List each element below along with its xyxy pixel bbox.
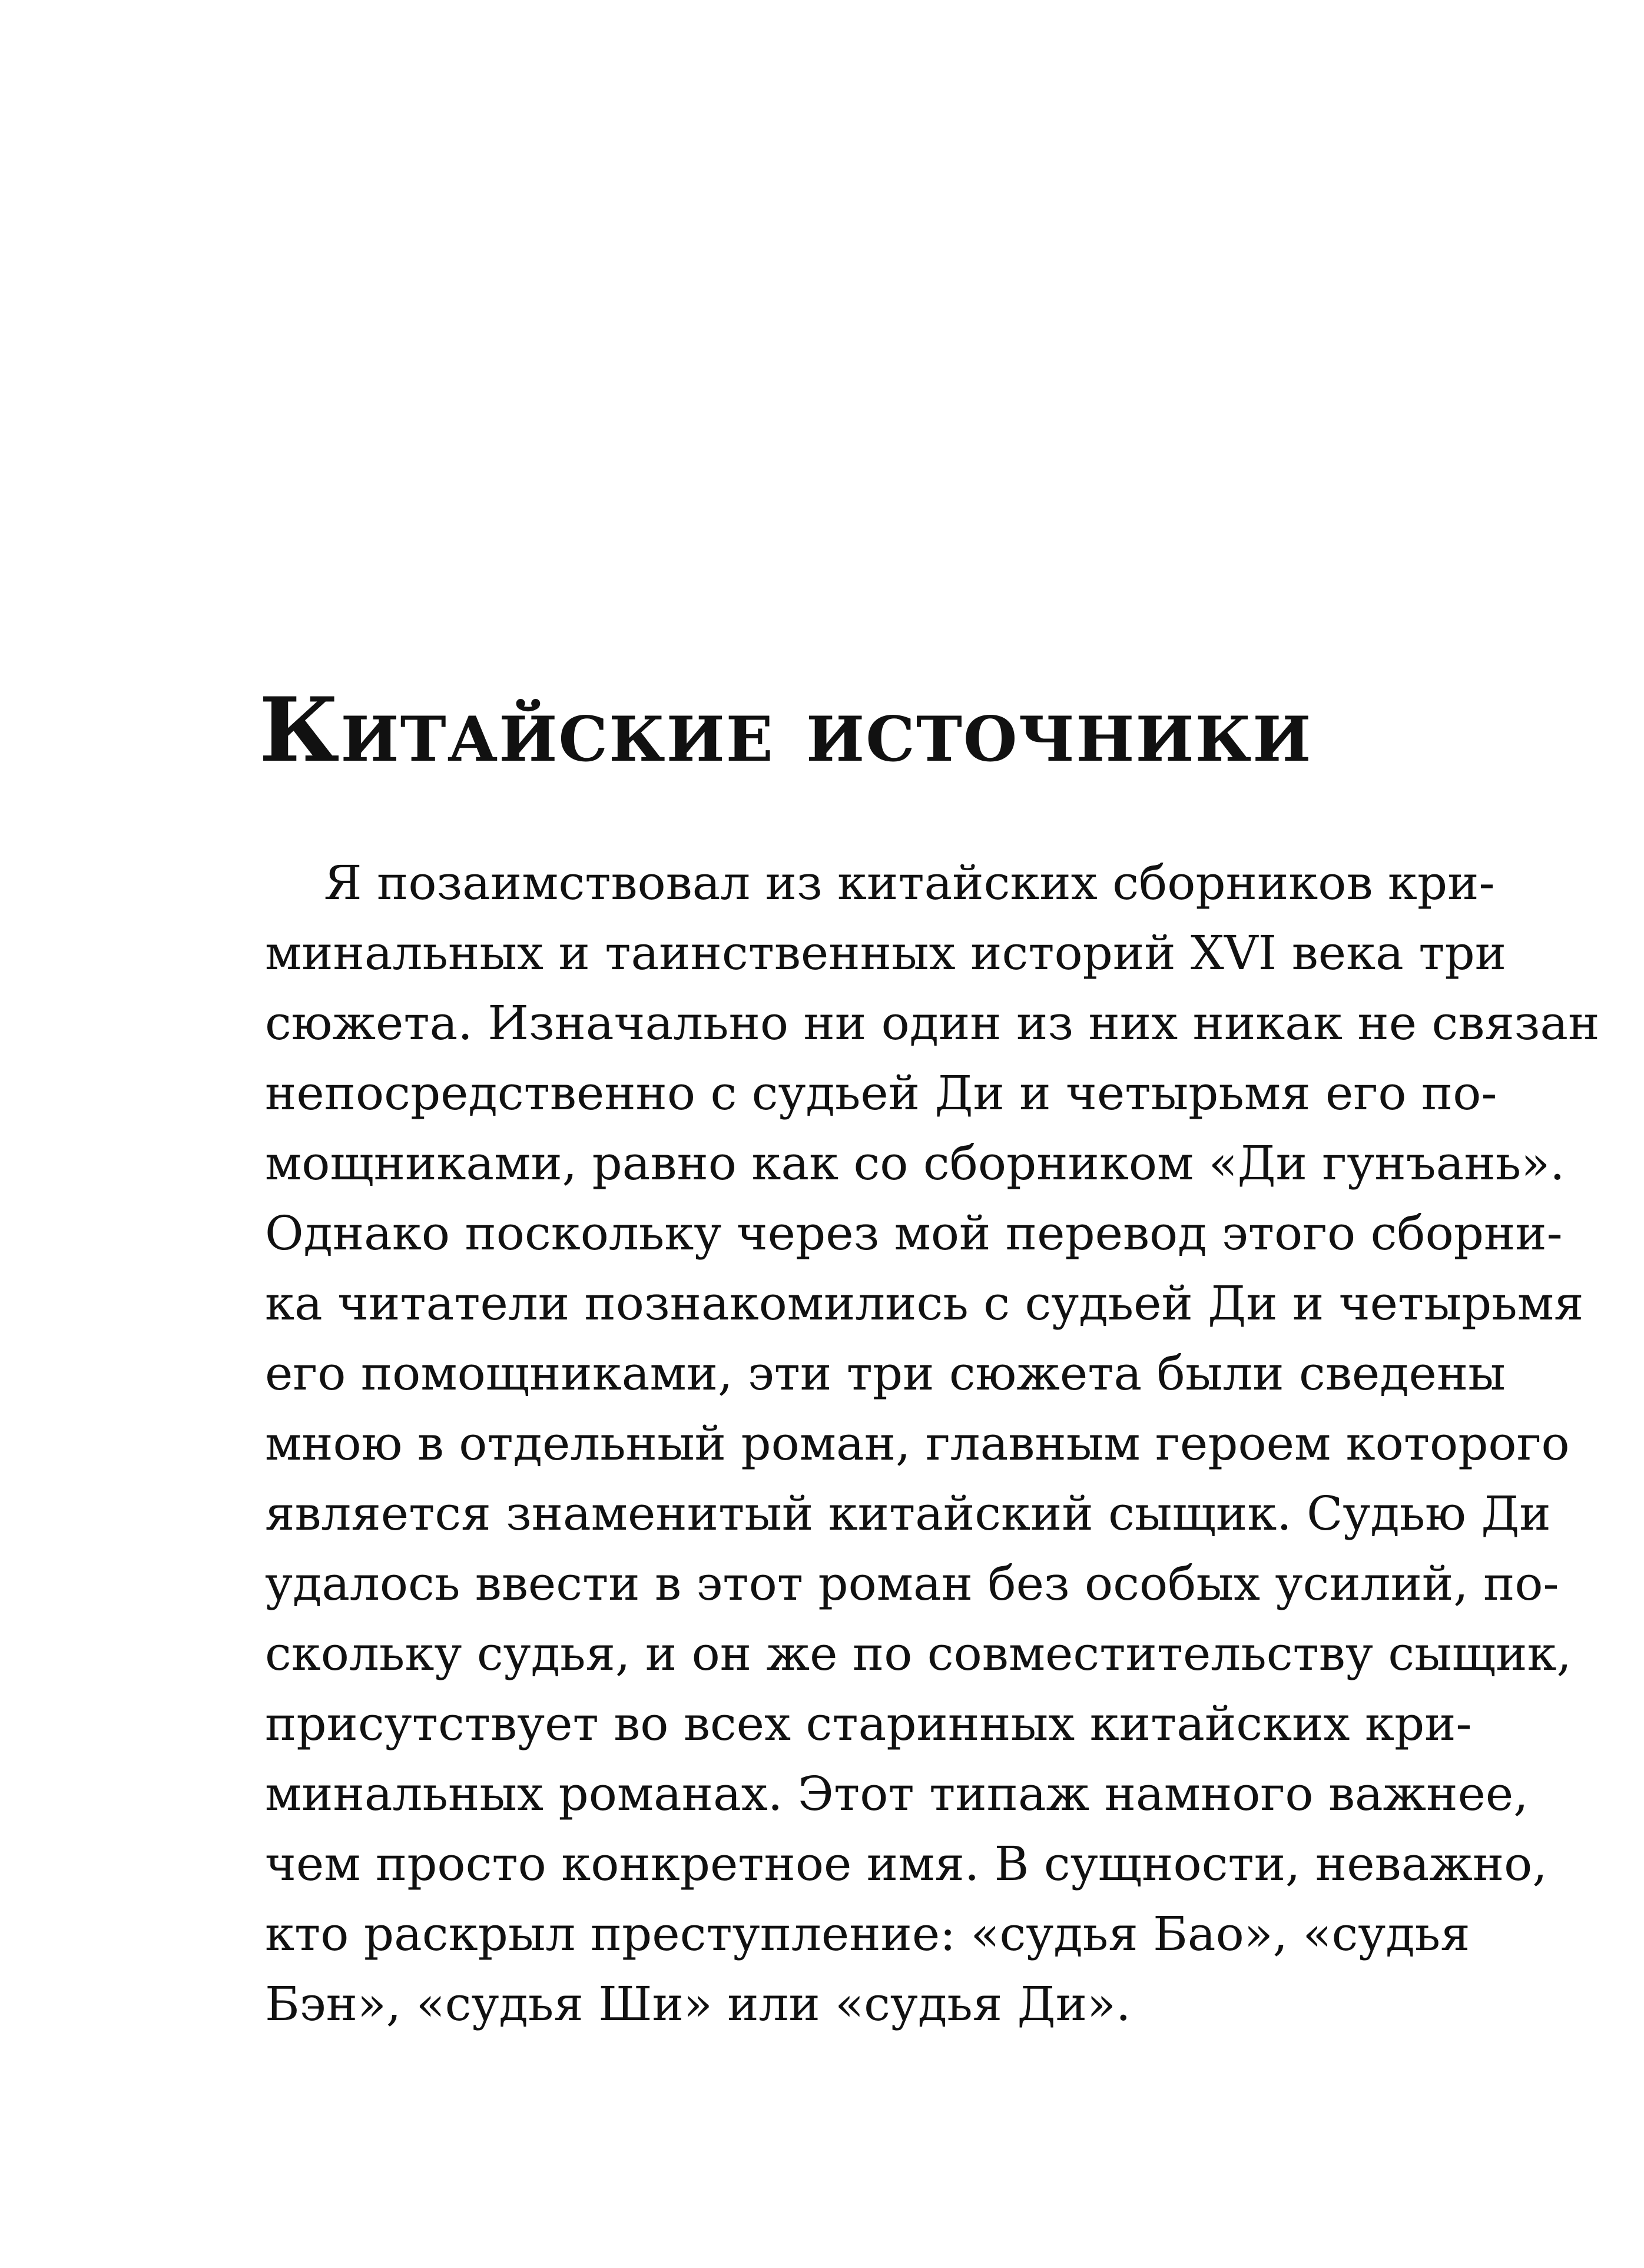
- text-line: ка читатели познакомились с судьей Ди и четырьмя: [265, 1276, 1584, 1331]
- text-line: минальных и таинственных историй XVI века три: [265, 926, 1507, 980]
- body-paragraph: [265, 848, 1600, 2039]
- text-line: мощниками, равно как со сборником «Ди гунъань».: [265, 1136, 1565, 1191]
- text-line: сюжета. Изначально ни один из них никак не связан: [265, 996, 1600, 1050]
- text-line: Я позаимствовал из китайских сборников кри-: [324, 856, 1495, 910]
- text-line: кто раскрыл преступление: «судья Бао», «судья: [265, 1906, 1470, 1961]
- text-line: непосредственно с судьей Ди и четырьмя его по-: [265, 1066, 1497, 1120]
- text-line: удалось ввести в этот роман без особых усилий, по-: [265, 1556, 1559, 1611]
- text-line: скольку судья, и он же по совместительству сыщик,: [265, 1626, 1572, 1681]
- text-line: мною в отдельный роман, главным героем которого: [265, 1416, 1570, 1471]
- text-line: Бэн», «судья Ши» или «судья Ди».: [265, 1977, 1131, 2031]
- text-line: присутствует во всех старинных китайских кри-: [265, 1696, 1472, 1751]
- text-line: Однако поскольку через мой перевод этого сборни-: [265, 1206, 1563, 1261]
- text-line: минальных романах. Этот типаж намного важнее,: [265, 1766, 1529, 1821]
- text-line: чем просто конкретное имя. В сущности, неважно,: [265, 1836, 1547, 1891]
- chapter-title: Китайские источники: [259, 678, 1312, 782]
- text-line: является знаменитый китайский сыщик. Судью Ди: [265, 1486, 1551, 1541]
- text-line: его помощниками, эти три сюжета были сведены: [265, 1346, 1506, 1401]
